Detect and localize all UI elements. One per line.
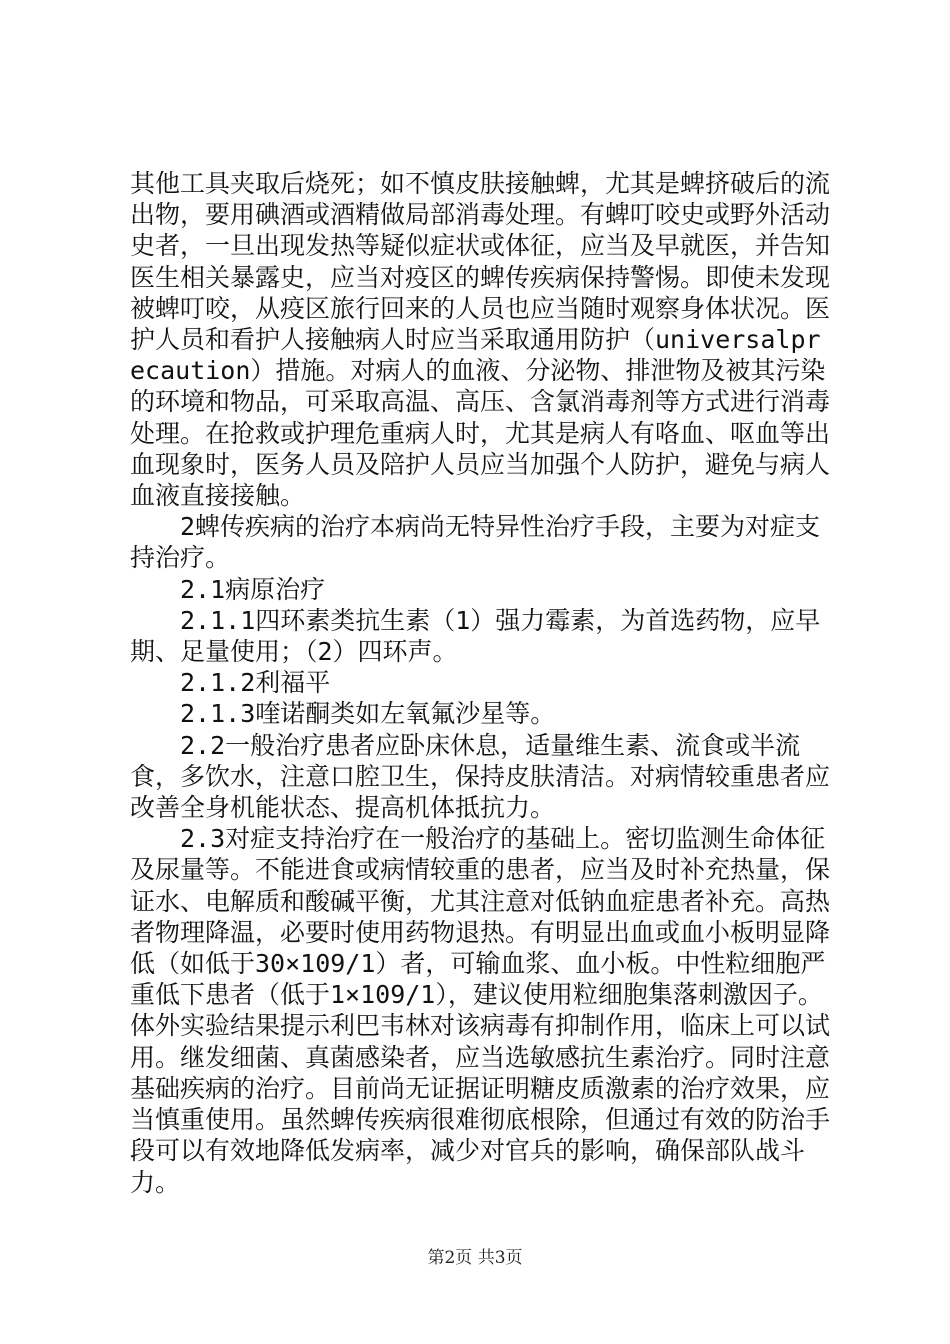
paragraph-section-2-1-2: 2.1.2利福平 xyxy=(130,668,331,698)
paragraph-section-2-1-3: 2.1.3喹诺酮类如左氧氟沙星等。 xyxy=(130,699,556,729)
paragraph-section-2-1-1: 2.1.1四环素类抗生素（1）强力霉素，为首选药物，应早期、足量使用；（2）四环声。 xyxy=(130,605,821,667)
paragraph-continuation: 其他工具夹取后烧死；如不慎皮肤接触蜱，尤其是蜱挤破后的流出物，要用碘酒或酒精做局部消毒处理。有蜱叮咬史或野外活动史者，一旦出现发热等疑似症状或体征，应当及早就医，并告知医生相关暴露史，应当对疫区的蜱传疾病保持警惕。即使未发现被蜱叮咬，从疫区旅行回来的人员也应当随时观察身体状况。医护人员和看护人接触病人时应当采取通用防护（universalprecaution）措施。对病人的血液、分泌物、排泄物及被其污染的环境和物品，可采取高温、高压、含氯消毒剂等方式进行消毒处理。在抢救或护理危重病人时，尤其是病人有咯血、呕血等出血现象时，医务人员及陪护人员应当加强个人防护，避免与病人血液直接接触。 xyxy=(130,169,831,511)
page-number-label: 第2页 共3页 xyxy=(427,1248,523,1268)
paragraph-section-2-2: 2.2一般治疗患者应卧床休息，适量维生素、流食或半流食，多饮水，注意口腔卫生，保持皮肤清洁。对病情较重患者应改善全身机能状态、提高机体抵抗力。 xyxy=(130,730,831,823)
document-body xyxy=(130,168,835,1198)
paragraph-section-2: 2蜱传疾病的治疗本病尚无特异性治疗手段，主要为对症支持治疗。 xyxy=(130,512,821,573)
heading-section-2-1: 2.1病原治疗 xyxy=(130,574,326,604)
paragraph-section-2-3: 2.3对症支持治疗在一般治疗的基础上。密切监测生命体征及尿量等。不能进食或病情较重的患者，应当及时补充热量，保证水、电解质和酸碱平衡，尤其注意对低钠血症患者补充。高热者物理降温，必要时使用药物退热。有明显出血或血小板明显降低（如低于30×109/1）者，可输血浆、血小板。中性粒细胞严重低下患者（低于1×109/1），建议使用粒细胞集落刺激因子。体外实验结果提示利巴韦林对该病毒有抑制作用，临床上可以试用。继发细菌、真菌感染者，应当选敏感抗生素治疗。同时注意基础疾病的治疗。目前尚无证据证明糖皮质激素的治疗效果，应当慎重使用。虽然蜱传疾病很难彻底根除，但通过有效的防治手段可以有效地降低发病率，减少对官兵的影响，确保部队战斗力。 xyxy=(130,824,831,1197)
page-footer xyxy=(0,1243,950,1268)
